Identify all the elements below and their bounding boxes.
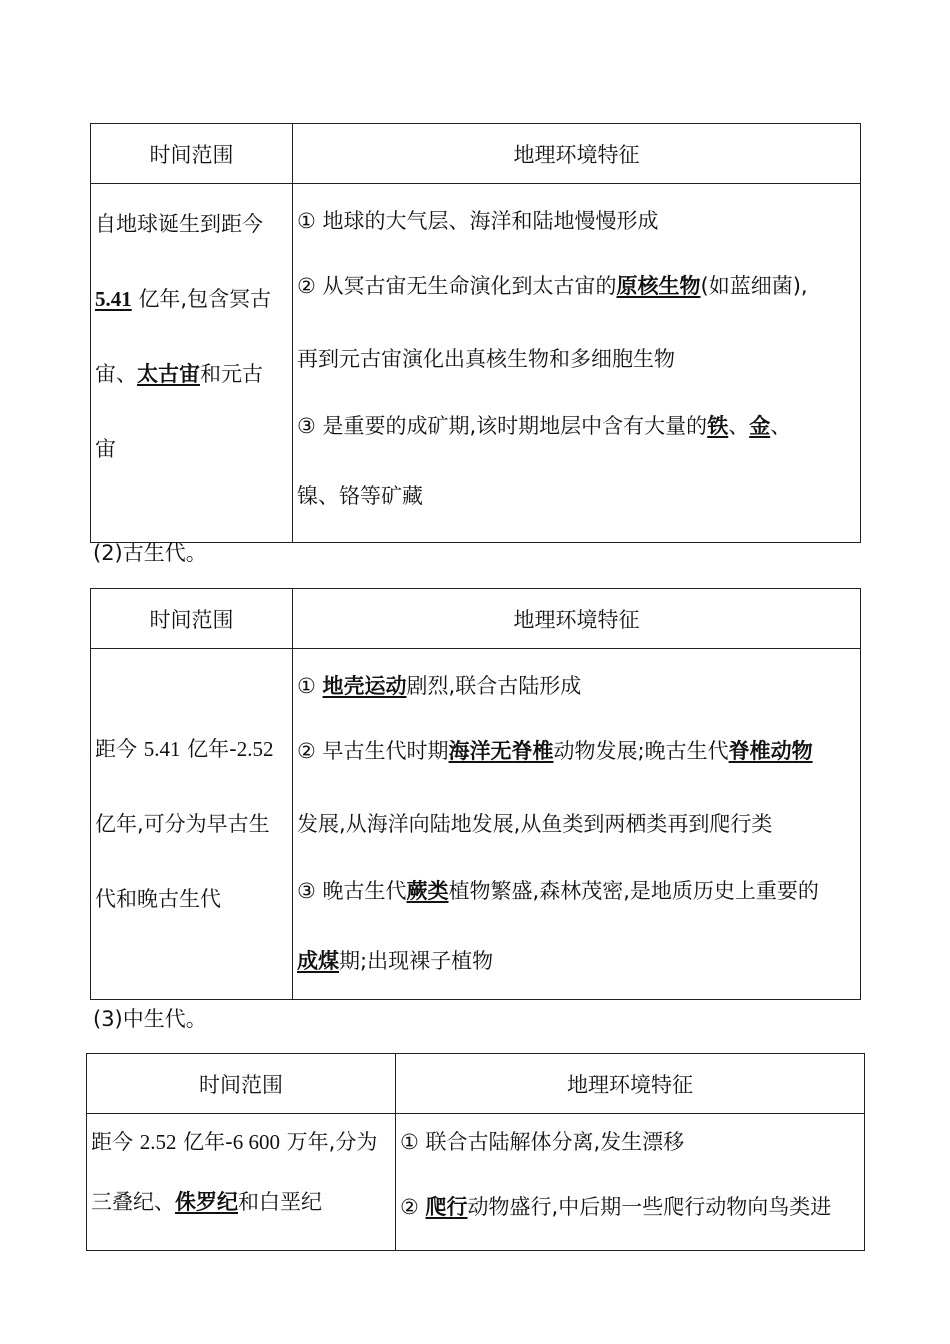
features-cell: ① 地球的大气层、海洋和陆地慢慢形成 ② 从冥古宙无生命演化到太古宙的原核生物(如蓝细菌), 再到元古宙演化出真核生物和多细胞生物 ③ 是重要的成矿期,该时期地层中含有大量的铁、金、 镍、铬等矿藏 bbox=[293, 184, 861, 543]
section-title-mesozoic: (3)中生代。 bbox=[93, 1007, 207, 1031]
table-precambrian bbox=[90, 123, 861, 543]
header-features: 地理环境特征 bbox=[293, 589, 861, 649]
header-time-range: 时间范围 bbox=[87, 1054, 396, 1114]
time-range-cell: 距今 2.52 亿年-6 600 万年,分为 三叠纪、侏罗纪和白垩纪 bbox=[87, 1114, 396, 1251]
header-time-range: 时间范围 bbox=[91, 124, 293, 184]
table-paleozoic bbox=[90, 588, 861, 1000]
section-title-paleozoic: (2)古生代。 bbox=[93, 541, 207, 565]
time-range-cell: 距今 5.41 亿年-2.52 亿年,可分为早古生 代和晚古生代 bbox=[91, 649, 293, 1000]
features-cell: ① 地壳运动剧烈,联合古陆形成 ② 早古生代时期海洋无脊椎动物发展;晚古生代脊椎动物 发展,从海洋向陆地发展,从鱼类到两栖类再到爬行类 ③ 晚古生代蕨类植物繁盛,森林茂密,是地质历史上重要的 成煤期;出现裸子植物 bbox=[293, 649, 861, 1000]
header-features: 地理环境特征 bbox=[293, 124, 861, 184]
table-mesozoic bbox=[86, 1053, 865, 1251]
header-features: 地理环境特征 bbox=[396, 1054, 865, 1114]
time-range-cell: 自地球诞生到距今 5.41 亿年,包含冥古 宙、太古宙和元古 宙 bbox=[91, 184, 293, 543]
features-cell: ① 联合古陆解体分离,发生漂移 ② 爬行动物盛行,中后期一些爬行动物向鸟类进 bbox=[396, 1114, 865, 1251]
header-time-range: 时间范围 bbox=[91, 589, 293, 649]
